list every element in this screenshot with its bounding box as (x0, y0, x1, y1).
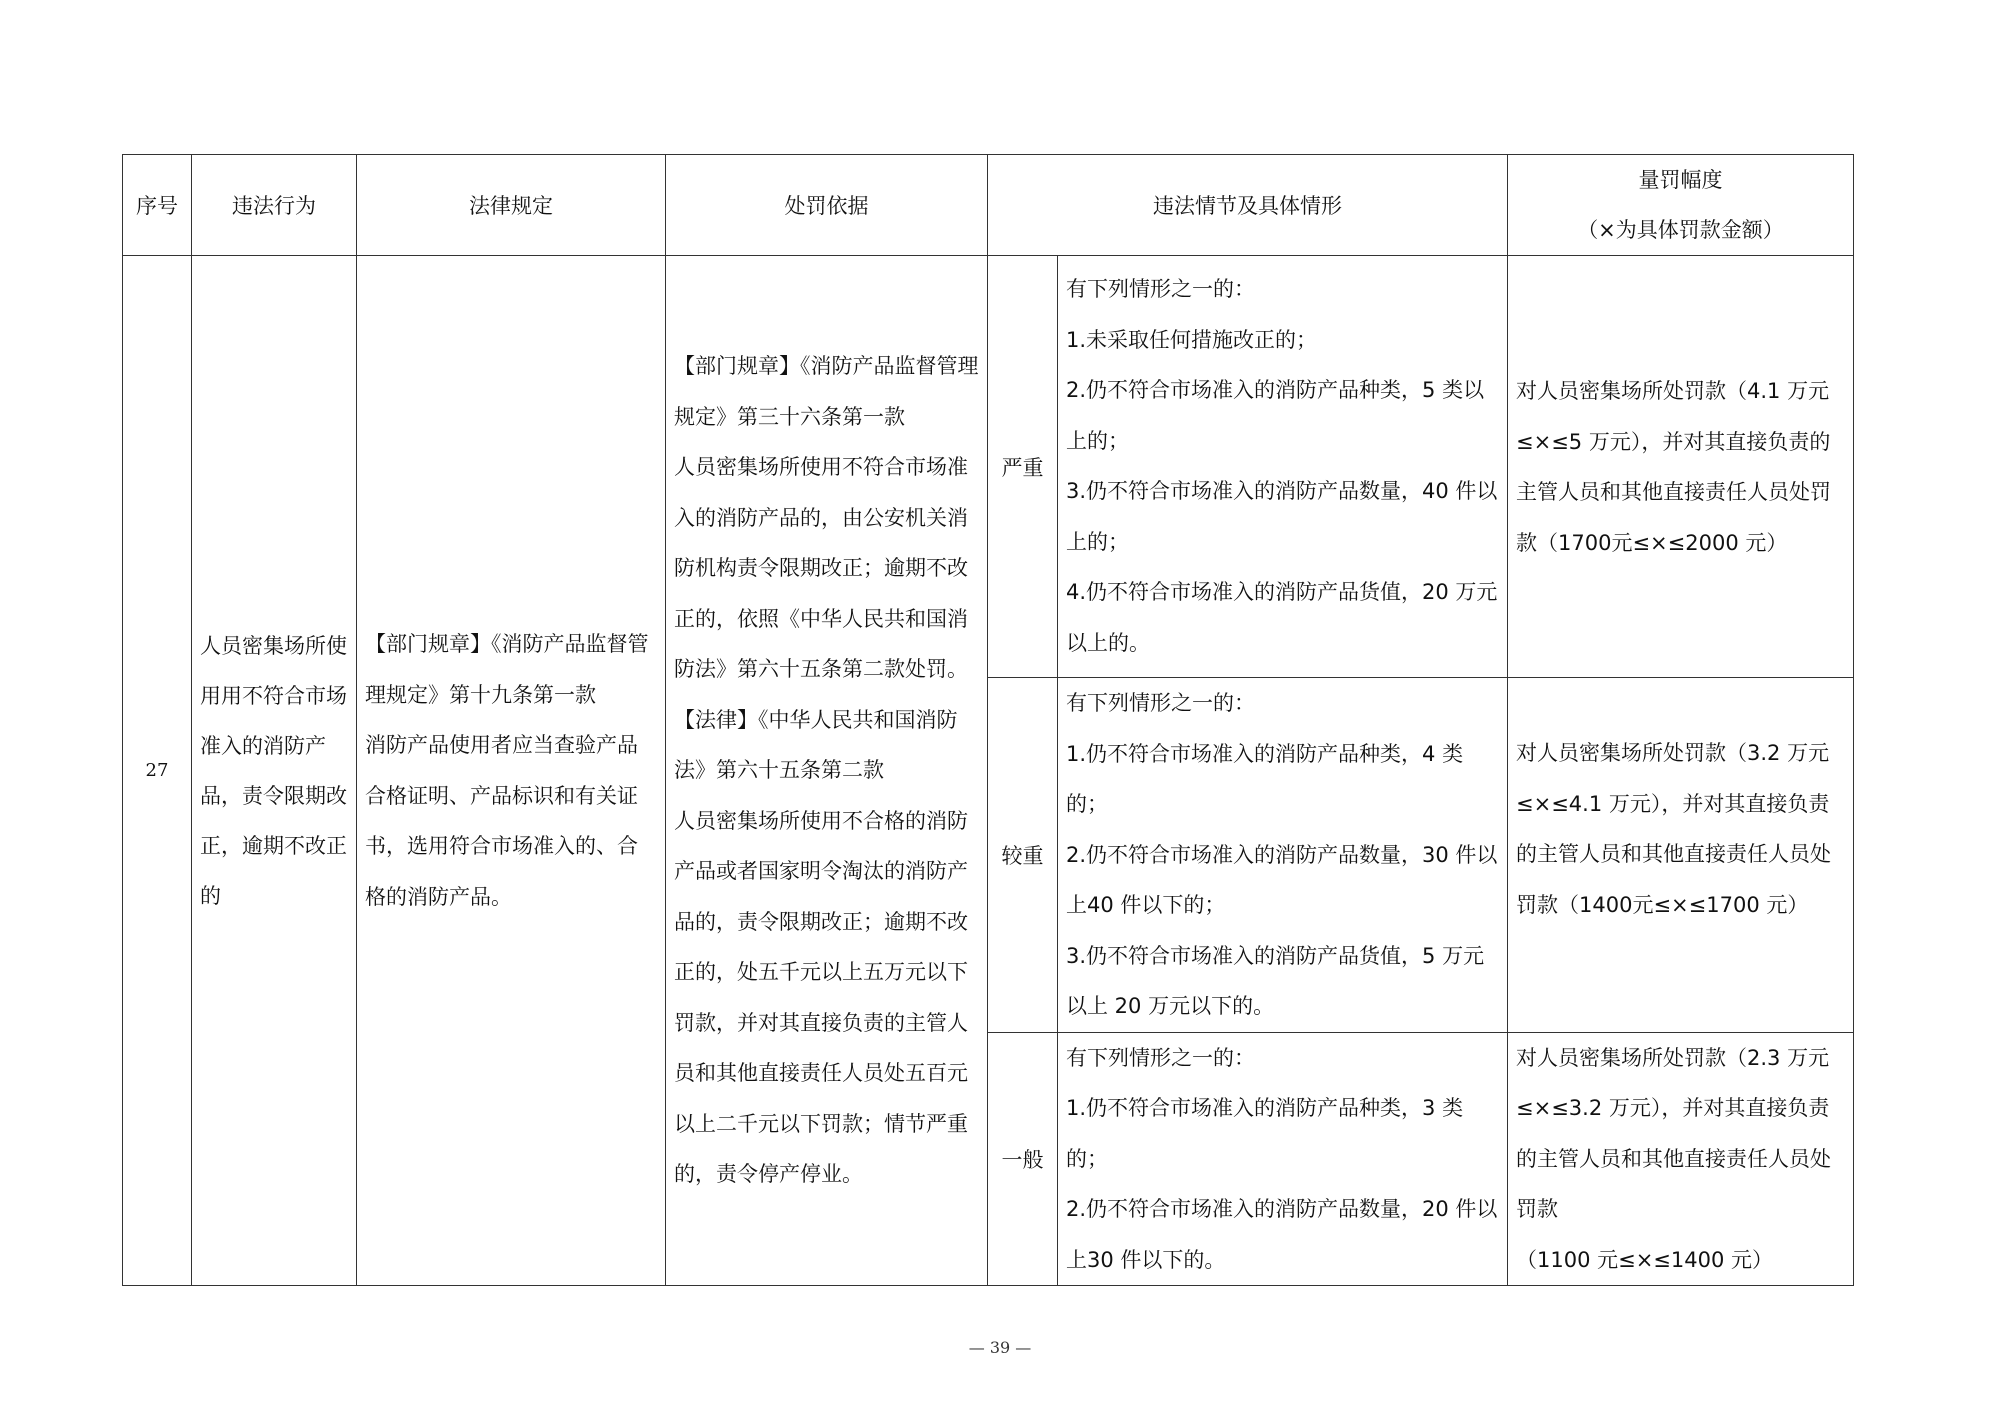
header-basis: 处罚依据 (666, 155, 988, 256)
level-moderate: 较重 (988, 678, 1058, 1033)
row-violation-text: 人员密集场所使用用不符合市场准入的消防产品，责令限期改正，逾期不改正的 (200, 633, 347, 908)
row-legal (357, 256, 666, 1286)
row-basis-text: 【部门规章】《消防产品监督管理规定》第三十六条第一款 人员密集场所使用不符合市场准入的消防产品的，由公安机关消防机构责令限期改正；逾期不改正的，依照《中华人民共和国消防法》第六十五条第二款处罚。 【法律】《中华人民共和国消防法》第六十五条第二款 人员密集场所使用不合格的消防产品或者国家明令淘汰的消防产品的，责令限期改正；逾期不改正的，处五千元以上五万元以下罚款，并对其直接负责的主管人员和其他直接责任人员处五百元以上二千元以下罚款；情节严重的，责令停产停业。 (674, 354, 979, 1187)
penalty-moderate-text: 对人员密集场所处罚款（3.2 万元≤×≤4.1 万元），并对其直接负责的主管人员和其他直接责任人员处罚款（1400元≤×≤1700 元） (1516, 741, 1831, 917)
circumstances-general-text: 有下列情形之一的： 1.仍不符合市场准入的消防产品种类，3 类的； 2.仍不符合市场准入的消防产品数量，20 件以上30 件以下的。 (1066, 1045, 1498, 1272)
circumstances-general (1058, 1032, 1508, 1286)
header-legal: 法律规定 (357, 155, 666, 256)
row-basis (666, 256, 988, 1286)
penalty-serious-text: 对人员密集场所处罚款（4.1 万元≤×≤5 万元），并对其直接负责的主管人员和其他直接责任人员处罚款（1700元≤×≤2000 元） (1516, 379, 1831, 555)
header-row (123, 155, 1854, 256)
circumstances-moderate (1058, 678, 1508, 1033)
row-violation (192, 256, 357, 1286)
penalty-general (1508, 1032, 1854, 1286)
header-seq: 序号 (123, 155, 192, 256)
penalty-serious (1508, 256, 1854, 678)
circumstances-serious-text: 有下列情形之一的： 1.未采取任何措施改正的； 2.仍不符合市场准入的消防产品种类，5 类以上的； 3.仍不符合市场准入的消防产品数量，40 件以上的； 4.仍不符合市场准入的消防产品货值，20 万元以上的。 (1066, 277, 1498, 655)
circumstances-serious (1058, 256, 1508, 678)
level-serious: 严重 (988, 256, 1058, 678)
header-penalty-line2: （×为具体罚款金额） (1577, 218, 1784, 242)
header-circumstance: 违法情节及具体情形 (988, 155, 1508, 256)
penalty-general-text: 对人员密集场所处罚款（2.3 万元≤×≤3.2 万元），并对其直接负责的主管人员和其他直接责任人员处罚款 （1100 元≤×≤1400 元） (1516, 1045, 1831, 1272)
penalty-moderate (1508, 678, 1854, 1033)
penalty-table (122, 154, 1854, 1286)
circumstances-moderate-text: 有下列情形之一的： 1.仍不符合市场准入的消防产品种类，4 类的； 2.仍不符合市场准入的消防产品数量，30 件以上40 件以下的； 3.仍不符合市场准入的消防产品货值，5 万元以上 20 万元以下的。 (1066, 691, 1498, 1018)
row-legal-text: 【部门规章】《消防产品监督管理规定》第十九条第一款 消防产品使用者应当查验产品合格证明、产品标识和有关证书，选用符合市场准入的、合格的消防产品。 (365, 632, 649, 909)
header-violation: 违法行为 (192, 155, 357, 256)
header-penalty (1508, 155, 1854, 256)
level-general: 一般 (988, 1032, 1058, 1286)
table-row (123, 256, 1854, 678)
header-penalty-line1: 量罚幅度 (1638, 168, 1723, 192)
row-seq: 27 (123, 256, 192, 1286)
page-number: — 39 — (968, 1338, 1032, 1357)
